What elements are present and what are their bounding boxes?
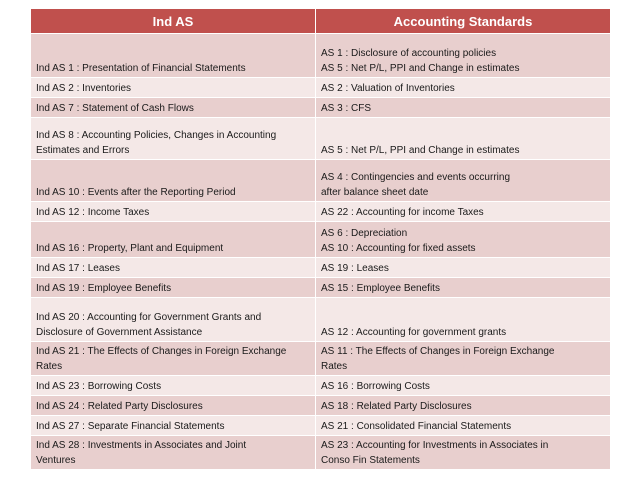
table-row: [31, 396, 611, 416]
table-row: [31, 278, 611, 298]
accounting-standard-cell: AS 5 : Net P/L, PPI and Change in estimates: [316, 118, 611, 160]
accounting-standard-cell: AS 6 : Depreciation AS 10 : Accounting for fixed assets: [316, 222, 611, 258]
table-row: [31, 376, 611, 396]
accounting-standard-cell: AS 11 : The Effects of Changes in Foreign Exchange Rates: [316, 342, 611, 376]
accounting-standard-cell: AS 12 : Accounting for government grants: [316, 298, 611, 342]
ind-as-cell: Ind AS 21 : The Effects of Changes in Foreign Exchange Rates: [31, 342, 316, 376]
table-row: [31, 34, 611, 78]
ind-as-cell: Ind AS 10 : Events after the Reporting Period: [31, 160, 316, 202]
ind-as-cell: Ind AS 16 : Property, Plant and Equipment: [31, 222, 316, 258]
column-header-accounting-standards: Accounting Standards: [316, 9, 611, 34]
accounting-standard-cell: AS 18 : Related Party Disclosures: [316, 396, 611, 416]
ind-as-cell: Ind AS 17 : Leases: [31, 258, 316, 278]
ind-as-cell: Ind AS 1 : Presentation of Financial Statements: [31, 34, 316, 78]
accounting-standard-cell: AS 16 : Borrowing Costs: [316, 376, 611, 396]
column-header-ind-as: Ind AS: [31, 9, 316, 34]
ind-as-cell: Ind AS 7 : Statement of Cash Flows: [31, 98, 316, 118]
ind-as-cell: Ind AS 19 : Employee Benefits: [31, 278, 316, 298]
table-row: [31, 118, 611, 160]
accounting-standard-cell: AS 15 : Employee Benefits: [316, 278, 611, 298]
accounting-standard-cell: AS 23 : Accounting for Investments in Associates in Conso Fin Statements: [316, 436, 611, 470]
accounting-standard-cell: AS 21 : Consolidated Financial Statements: [316, 416, 611, 436]
table-row: [31, 416, 611, 436]
table-row: [31, 78, 611, 98]
accounting-standard-cell: AS 3 : CFS: [316, 98, 611, 118]
ind-as-cell: Ind AS 24 : Related Party Disclosures: [31, 396, 316, 416]
ind-as-cell: Ind AS 27 : Separate Financial Statements: [31, 416, 316, 436]
accounting-standard-cell: AS 22 : Accounting for income Taxes: [316, 202, 611, 222]
ind-as-cell: Ind AS 8 : Accounting Policies, Changes in Accounting Estimates and Errors: [31, 118, 316, 160]
ind-as-cell: Ind AS 20 : Accounting for Government Grants and Disclosure of Government Assistance: [31, 298, 316, 342]
table-body: [31, 34, 611, 470]
accounting-standard-cell: AS 19 : Leases: [316, 258, 611, 278]
accounting-standard-cell: AS 2 : Valuation of Inventories: [316, 78, 611, 98]
standards-table: [30, 8, 611, 470]
table-row: [31, 222, 611, 258]
ind-as-cell: Ind AS 12 : Income Taxes: [31, 202, 316, 222]
table-header-row: [31, 9, 611, 34]
table-row: [31, 160, 611, 202]
table-row: [31, 436, 611, 470]
ind-as-cell: Ind AS 28 : Investments in Associates and Joint Ventures: [31, 436, 316, 470]
accounting-standard-cell: AS 1 : Disclosure of accounting policies AS 5 : Net P/L, PPI and Change in estimates: [316, 34, 611, 78]
table-row: [31, 342, 611, 376]
ind-as-cell: Ind AS 23 : Borrowing Costs: [31, 376, 316, 396]
ind-as-cell: Ind AS 2 : Inventories: [31, 78, 316, 98]
table-row: [31, 202, 611, 222]
table-row: [31, 258, 611, 278]
table-row: [31, 98, 611, 118]
ind-as-comparison-table: [30, 8, 610, 470]
accounting-standard-cell: AS 4 : Contingencies and events occurring after balance sheet date: [316, 160, 611, 202]
table-row: [31, 298, 611, 342]
